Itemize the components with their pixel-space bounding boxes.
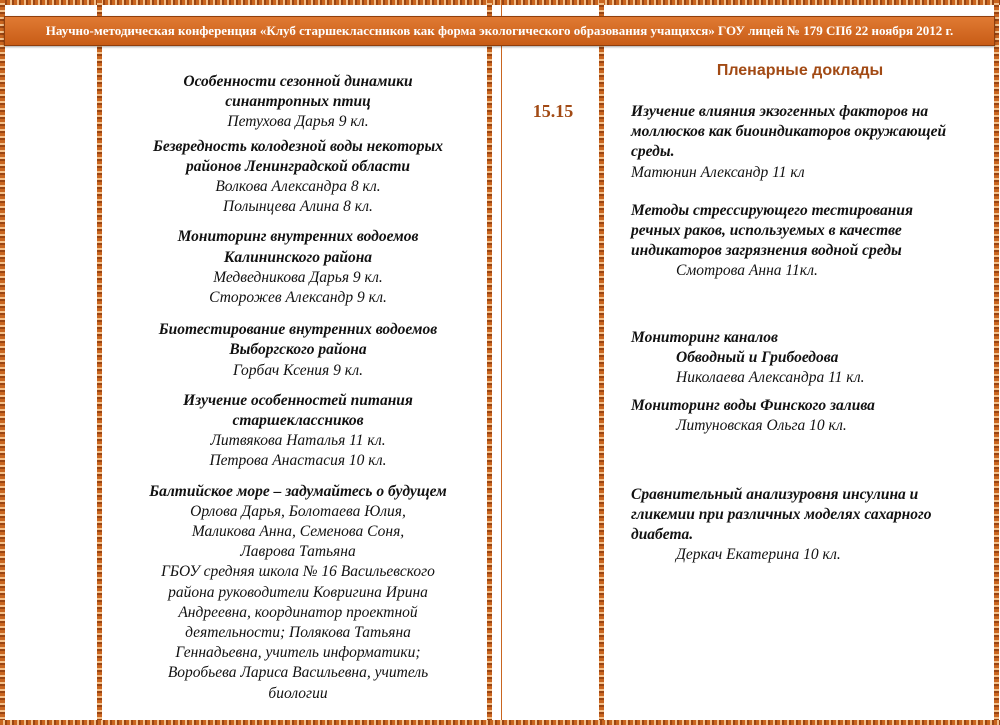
- talk-author-line: ГБОУ средняя школа № 16 Васильевского: [161, 563, 435, 581]
- talk-author-line: Петрова Анастасия 10 кл.: [209, 452, 387, 470]
- conference-title-banner: Научно-методическая конференция «Клуб старшеклассников как форма экологического образования учащихся» ГОУ лицей № 179 СПб 22 ноября 2012 г.: [4, 16, 995, 46]
- talk-entry: [102, 391, 494, 472]
- plenary-talk-author-line: Деркач Екатерина 10 кл.: [676, 546, 841, 564]
- left-talks-column: [102, 72, 494, 704]
- plenary-heading: Пленарные доклады: [716, 62, 884, 79]
- talk-entry: [102, 137, 494, 218]
- plenary-talk-title-line: диабета.: [631, 526, 694, 544]
- plenary-talk-title-line: среды.: [631, 143, 675, 161]
- talk-entry: [102, 482, 494, 704]
- session-time: 15.15: [532, 101, 574, 121]
- talk-title-line: районов Ленинградской области: [185, 157, 411, 175]
- talk-author-line: Медведникова Дарья 9 кл.: [213, 268, 383, 286]
- talk-author-line: деятельности; Полякова Татьяна: [185, 624, 411, 642]
- talk-author-line: Воробьева Лариса Васильевна, учитель: [167, 664, 429, 682]
- talk-author-line: Орлова Дарья, Болотаева Юлия,: [190, 502, 406, 520]
- column-divider-3: [501, 0, 502, 725]
- plenary-talks-column: [631, 102, 991, 565]
- plenary-talk-entry: [631, 485, 991, 566]
- plenary-talk-entry: [631, 396, 991, 436]
- plenary-talk-title-line: индикаторов загрязнения водной среды: [631, 242, 902, 260]
- talk-author-line: Горбач Ксения 9 кл.: [233, 361, 363, 379]
- talk-entry: [102, 320, 494, 381]
- plenary-talk-author-line: Матюнин Александр 11 кл: [631, 163, 805, 181]
- talk-author-line: Полынцева Алина 8 кл.: [223, 198, 373, 216]
- plenary-talk-author-line: Литуновская Ольга 10 кл.: [676, 417, 847, 435]
- talk-author-line: Петухова Дарья 9 кл.: [227, 113, 369, 131]
- plenary-talk-title-line: Обводный и Грибоедова: [676, 348, 839, 366]
- talk-author-line: Лаврова Татьяна: [240, 543, 356, 561]
- plenary-talk-title-line: Изучение влияния экзогенных факторов на: [631, 103, 929, 120]
- plenary-talk-title-line: Сравнительный анализуровня инсулина и: [631, 485, 919, 503]
- talk-title-line: Особенности сезонной динамики: [183, 73, 413, 90]
- talk-title-line: Выборгского района: [229, 341, 367, 359]
- talk-entry: [102, 72, 494, 133]
- plenary-talk-title-line: Методы стрессирующего тестирования: [631, 201, 913, 219]
- talk-title-line: синантропных птиц: [225, 93, 371, 111]
- top-rope-border: [0, 0, 1000, 5]
- plenary-talk-title-line: моллюсков как биоиндикаторов окружающей: [631, 123, 947, 141]
- plenary-talk-entry: [631, 201, 991, 282]
- talk-author-line: Маликова Анна, Семенова Соня,: [191, 523, 405, 541]
- talk-entry: [102, 227, 494, 308]
- plenary-talk-title-line: Мониторинг каналов: [631, 328, 778, 346]
- plenary-talk-entry: [631, 328, 991, 389]
- talk-title-line: Безвредность колодезной воды некоторых: [152, 137, 443, 155]
- talk-author-line: Волкова Александра 8 кл.: [215, 178, 381, 196]
- talk-title-line: Мониторинг внутренних водоемов: [177, 228, 419, 246]
- talk-title-line: Биотестирование внутренних водоемов: [158, 321, 438, 339]
- plenary-talk-author-line: Николаева Александра 11 кл.: [676, 369, 865, 387]
- left-rope-border: [0, 0, 5, 725]
- plenary-talk-entry: [631, 102, 991, 183]
- plenary-talk-title-line: гликемии при различных моделях сахарного: [631, 505, 932, 523]
- plenary-talk-title-line: Мониторинг воды Финского залива: [631, 397, 875, 415]
- talk-title-line: Балтийское море – задумайтесь о будущем: [149, 482, 447, 500]
- talk-author-line: района руководители Ковригина Ирина: [168, 583, 428, 601]
- talk-author-line: Андреевна, координатор проектной: [178, 603, 418, 621]
- right-rope-border: [994, 0, 999, 725]
- talk-author-line: Сторожев Александр 9 кл.: [209, 289, 387, 307]
- talk-title-line: Изучение особенностей питания: [183, 391, 413, 409]
- plenary-talk-title-line: речных раков, используемых в качестве: [631, 222, 902, 240]
- bottom-rope-border: [0, 720, 1000, 725]
- talk-author-line: биологии: [268, 684, 328, 702]
- column-divider-4: [599, 0, 604, 725]
- plenary-talk-author-line: Смотрова Анна 11кл.: [676, 262, 818, 280]
- talk-title-line: Калининского района: [223, 248, 373, 266]
- talk-author-line: Литвякова Наталья 11 кл.: [210, 432, 386, 450]
- talk-title-line: старшеклассников: [232, 412, 364, 430]
- talk-author-line: Геннадьевна, учитель информатики;: [175, 644, 421, 662]
